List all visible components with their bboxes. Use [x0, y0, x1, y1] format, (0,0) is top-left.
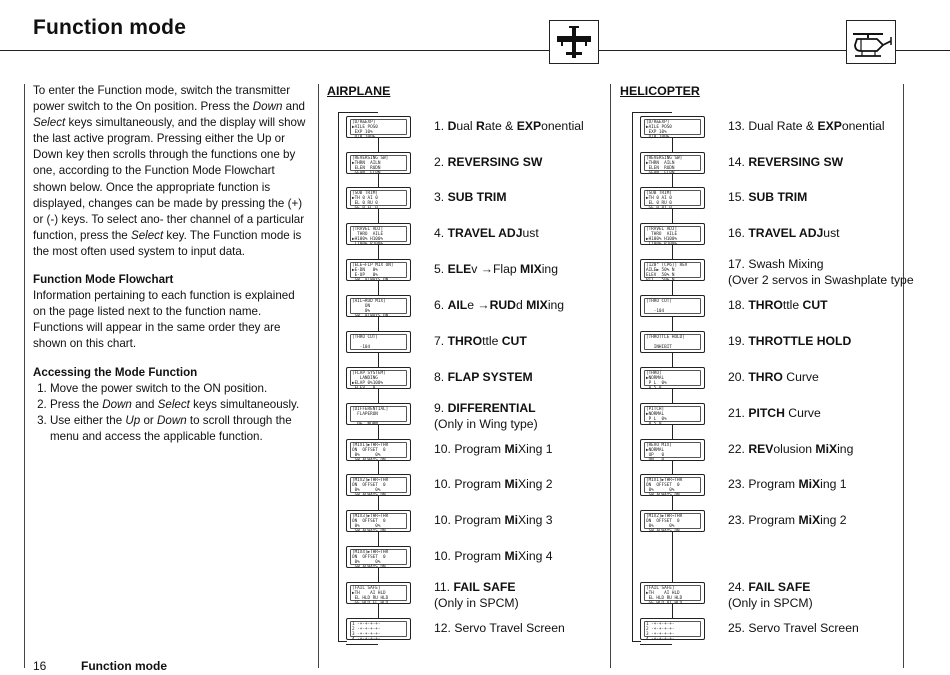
- function-name-part: FLAP SYSTEM: [447, 370, 533, 384]
- flow-loop-top: [346, 112, 378, 113]
- lcd-screen-text: [REVO MIX] ▶NORMAL UP 0 DN 0: [644, 442, 701, 458]
- lcd-screen-text: [FLAP SYSTEM] LANDING ▶ELAP 0%100% ELEV 0: [350, 370, 407, 386]
- function-name: [434, 477, 553, 493]
- function-name-part: X: [518, 442, 527, 456]
- lcd-screen-text: [FAIL SAFE] ▶TH AI HLD EL HLD RU HLD GE HLD PI HLD: [644, 585, 701, 601]
- function-number: 10.: [434, 477, 455, 491]
- function-name-part: SUB TRIM: [447, 190, 507, 204]
- lcd-screen-text: 1 -+-+-+-+- 2 -+-+-+-+- 3 -+-+-+-+- 4 -+-+-+-+-: [644, 621, 701, 637]
- function-name-part: CUT: [501, 334, 527, 348]
- text-run: or: [140, 413, 157, 427]
- function-name: [434, 190, 506, 206]
- key-name: Up: [125, 413, 141, 427]
- function-number: 13.: [728, 119, 749, 133]
- function-name: [728, 477, 847, 493]
- step-item: [50, 413, 309, 445]
- function-number: 4.: [434, 226, 448, 240]
- function-name-part: THROTTLE HOLD: [748, 334, 852, 348]
- function-name-part: v: [471, 262, 481, 276]
- function-item: [434, 442, 553, 458]
- text-run: keys simultaneously.: [189, 397, 300, 411]
- key-name: Down: [252, 100, 283, 114]
- function-name-part: EXP: [817, 119, 842, 133]
- flow-connector: [378, 461, 379, 474]
- flow-loop-line: [632, 112, 641, 642]
- function-number: 12.: [434, 621, 455, 635]
- function-name-part: MiX: [798, 513, 821, 527]
- function-name: [728, 334, 851, 350]
- page-title: Function mode: [33, 16, 187, 39]
- flow-connector: [378, 317, 379, 331]
- function-name: [728, 226, 840, 242]
- function-name-part: ate &: [484, 119, 517, 133]
- lcd-screen-thumbnail: [346, 546, 411, 568]
- lcd-screen-thumbnail: [640, 582, 705, 604]
- flow-connector: [672, 245, 673, 259]
- function-name-part: SUB TRIM: [748, 190, 808, 204]
- flow-connector: [672, 461, 673, 474]
- flow-connector: [378, 604, 379, 618]
- function-name: [728, 513, 847, 529]
- helicopter-mode-icon-box: [846, 20, 896, 64]
- accessing-heading: Accessing the Mode Function: [33, 365, 198, 379]
- function-number: 20.: [728, 370, 749, 384]
- text-run: keys simultaneously, and the display will show the last active program. Pressing either the Up or Down key then scrolls through the functions one by one, according to the Function Mode Flowchart shown below. Once the appropriate function is displayed, changes can be made by pressing the (+) or (-) keys. To select ano- ther channel of a particular function, press the: [33, 116, 306, 242]
- function-item: [728, 119, 885, 135]
- function-name: [728, 257, 914, 273]
- function-name-part: →: [477, 298, 490, 312]
- lcd-screen-text: [THRO CUT] -104: [644, 298, 701, 314]
- lcd-screen-thumbnail: [640, 295, 705, 317]
- lcd-screen-text: [D/R&EXP] ▶AILE POS0 EXP 10% D/R 100%: [644, 119, 701, 135]
- function-name-part: onential: [841, 119, 885, 133]
- function-note: (Over 2 servos in Swashplate type: [728, 272, 914, 287]
- function-name-part: X: [518, 513, 527, 527]
- text-run: and: [131, 397, 158, 411]
- function-name-part: ing 3: [526, 513, 553, 527]
- function-name-part: ing 1: [526, 442, 553, 456]
- function-name-part: X: [518, 477, 527, 491]
- function-name: [728, 298, 828, 314]
- intro-text: [33, 83, 309, 445]
- footer-title: Function mode: [81, 659, 167, 673]
- function-number: 11.: [434, 580, 454, 594]
- helicopter-icon: [847, 21, 895, 63]
- function-number: 2.: [434, 155, 448, 169]
- function-number: 5.: [434, 262, 448, 276]
- function-item: [434, 334, 527, 350]
- function-number: 24.: [728, 580, 749, 594]
- column-divider: [903, 84, 904, 668]
- function-name-part: MiX: [798, 477, 821, 491]
- function-number: 23.: [728, 477, 749, 491]
- flow-connector: [378, 353, 379, 367]
- function-name-part: Program: [454, 549, 505, 563]
- header-rule: [0, 50, 950, 51]
- function-name: [728, 190, 807, 206]
- function-name-part: D: [447, 119, 457, 133]
- column-divider: [610, 84, 611, 668]
- function-name-part: AIL: [447, 298, 468, 312]
- lcd-screen-text: [REVERSING SW] ▶THRN AILN ELEN RUDN GEAN FLPN: [350, 155, 407, 171]
- lcd-screen-text: [DIFFERENTIAL] FLAPERON 0% NORM: [350, 406, 407, 422]
- key-name: Select: [130, 228, 164, 242]
- lcd-screen-text: [MIX1]▶THR→THR ON OFFSET 0 0% 0% SW ALWAYS ON: [644, 477, 701, 493]
- flow-connector: [672, 425, 673, 439]
- function-name-part: Servo Travel Screen: [454, 621, 565, 635]
- function-name: [434, 119, 584, 135]
- function-name-part: ttle: [482, 334, 502, 348]
- lcd-screen-thumbnail: [346, 367, 411, 389]
- function-number: 10.: [434, 513, 455, 527]
- flow-connector: [672, 174, 673, 187]
- column-divider: [318, 84, 319, 668]
- flow-connector: [378, 568, 379, 582]
- lcd-screen-text: [TRAVEL ADJ] THRO AILE ▶H100% H100% L100% R100%: [644, 226, 701, 242]
- text-run: Press the: [50, 397, 103, 411]
- flow-connector: [378, 496, 379, 510]
- lcd-screen-text: [FAIL SAFE] ▶TH AI HLD EL HLD RU HLD GE HLD FL HLD: [350, 585, 407, 601]
- function-item: [728, 477, 847, 493]
- function-item: [434, 370, 533, 386]
- lcd-screen-text: [THRO] ▶NORMAL P L 0% 0 5.0: [644, 370, 701, 386]
- function-name-part: TRAVEL ADJ: [748, 226, 824, 240]
- flow-connector: [672, 532, 673, 582]
- function-name-part: PITCH: [748, 406, 785, 420]
- accessing-steps: [33, 381, 309, 445]
- helicopter-heading: HELICOPTER: [620, 84, 700, 98]
- function-name-part: REVERSING SW: [447, 155, 543, 169]
- function-number: 23.: [728, 513, 749, 527]
- flow-connector: [672, 317, 673, 331]
- function-item: [434, 401, 538, 432]
- lcd-screen-thumbnail: [640, 152, 705, 174]
- column-divider: [24, 84, 25, 668]
- function-name-part: ual: [456, 119, 477, 133]
- lcd-screen-text: 1 -+-+-+-+- 2 -+-+-+-+- 3 -+-+-+-+- 4 -+-+-+-+-: [350, 621, 407, 637]
- function-item: [434, 549, 553, 565]
- flow-connector: [378, 281, 379, 295]
- function-name-part: Mi: [504, 549, 519, 563]
- step-item: [50, 381, 309, 397]
- page-number: 16: [33, 659, 47, 673]
- flow-connector: [378, 138, 379, 152]
- function-name-part: Flap: [492, 262, 521, 276]
- function-item: [434, 298, 564, 314]
- function-name: [434, 370, 533, 386]
- function-item: [434, 513, 553, 529]
- function-name-part: DIFFERENTIAL: [447, 401, 536, 415]
- function-item: [728, 226, 840, 242]
- function-item: [728, 190, 807, 206]
- lcd-screen-thumbnail: [346, 116, 411, 138]
- function-note: (Only in Wing type): [434, 416, 538, 431]
- flow-connector: [378, 245, 379, 259]
- function-name: [434, 155, 542, 171]
- function-item: [728, 513, 847, 529]
- lcd-screen-thumbnail: [346, 510, 411, 532]
- function-name: [728, 580, 813, 596]
- function-name: [728, 370, 819, 386]
- function-item: [434, 477, 553, 493]
- function-number: 6.: [434, 298, 448, 312]
- lcd-screen-thumbnail: [346, 474, 411, 496]
- function-name-part: ing 1: [820, 477, 847, 491]
- function-name-part: ing: [547, 298, 565, 312]
- function-name: [728, 119, 885, 135]
- flow-loop-line: [338, 112, 347, 642]
- function-name-part: Curve: [782, 370, 819, 384]
- lcd-screen-thumbnail: [640, 187, 705, 209]
- flow-connector: [378, 425, 379, 439]
- function-name-part: ELE: [447, 262, 472, 276]
- lcd-screen-thumbnail: [346, 295, 411, 317]
- flow-connector: [378, 532, 379, 546]
- lcd-screen-text: [THROTTLE HOLD] INHIBIT: [644, 334, 701, 350]
- function-item: [728, 298, 828, 314]
- lcd-screen-text: [AIL→RUD MIX] ON 0% SW ALWAYS ON: [350, 298, 407, 314]
- function-item: [728, 406, 821, 422]
- key-name: Down: [102, 397, 132, 411]
- function-name: [434, 621, 565, 637]
- function-name-part: d: [515, 298, 527, 312]
- step-item: [50, 397, 309, 413]
- function-item: [728, 621, 859, 637]
- airplane-icon: [550, 21, 598, 63]
- lcd-screen-thumbnail: [640, 116, 705, 138]
- flow-connector: [672, 209, 673, 223]
- function-note: (Only in SPCM): [728, 595, 813, 610]
- flow-loop-top: [640, 112, 672, 113]
- function-name-part: ust: [823, 226, 840, 240]
- function-name-part: X: [518, 549, 527, 563]
- function-name: [728, 621, 859, 637]
- function-name-part: onential: [541, 119, 584, 133]
- lcd-screen-thumbnail: [640, 403, 705, 425]
- function-name-part: ing: [837, 442, 854, 456]
- function-name-part: TRAVEL ADJ: [447, 226, 523, 240]
- lcd-screen-text: [TRAVEL ADJ] THRO AILE ▶H100% H100% L100% R100%: [350, 226, 407, 242]
- function-name-part: e: [467, 298, 478, 312]
- text-run: and: [282, 100, 305, 114]
- function-name-part: Curve: [784, 406, 821, 420]
- function-number: 7.: [434, 334, 448, 348]
- lcd-screen-text: [MIX2]▶THR→THR ON OFFSET 0 0% 0% SW ALWAYS ON: [644, 513, 701, 529]
- function-name-part: Program: [454, 477, 505, 491]
- flowchart-description: Information pertaining to each function is explained on the page listed next to the function name. Functions will appear in the same order they are shown on this chart.: [33, 289, 295, 351]
- function-name: [434, 580, 519, 596]
- function-number: 9.: [434, 401, 448, 415]
- function-name-part: THRO: [447, 334, 483, 348]
- flow-connector: [672, 496, 673, 510]
- function-name-part: MiX: [815, 442, 838, 456]
- function-item: [434, 621, 565, 637]
- key-name: Select: [33, 116, 66, 130]
- function-name-part: THRO: [748, 370, 783, 384]
- flow-connector: [378, 389, 379, 403]
- function-item: [728, 155, 843, 171]
- function-name: [434, 442, 553, 458]
- function-number: 19.: [728, 334, 749, 348]
- lcd-screen-thumbnail: [640, 367, 705, 389]
- function-name-part: Program: [748, 477, 799, 491]
- lcd-screen-text: [SUB TRIM] ▶TH 0 AI 0 EL 0 RU 0 GE 0 FL 0: [350, 190, 407, 206]
- function-name-part: ing 4: [526, 549, 553, 563]
- lcd-screen-text: [MIX4]▶THR→THR ON OFFSET 0 0% 0% SW ALWAYS ON: [350, 549, 407, 565]
- lcd-screen-text: [REVERSING SW] ▶THRN AILN ELEN RUDN GEAN FLPN: [644, 155, 701, 171]
- lcd-screen-thumbnail: [640, 474, 705, 496]
- lcd-screen-text: [ELE→FLP MIX ON] ▶E-DN 0% E-UP 0% SW ALWAYS ON: [350, 262, 407, 278]
- function-number: 3.: [434, 190, 448, 204]
- lcd-screen-thumbnail: [346, 439, 411, 461]
- lcd-screen-thumbnail: [640, 259, 705, 281]
- function-number: 25.: [728, 621, 749, 635]
- function-name-part: ing 2: [820, 513, 847, 527]
- lcd-screen-thumbnail: [346, 187, 411, 209]
- function-item: [728, 334, 851, 350]
- lcd-screen-thumbnail: [346, 403, 411, 425]
- function-number: 21.: [728, 406, 749, 420]
- flow-connector: [672, 281, 673, 295]
- flowchart-heading: Function Mode Flowchart: [33, 273, 174, 287]
- function-item: [434, 262, 558, 278]
- function-number: 10.: [434, 549, 455, 563]
- intro-paragraph: [33, 83, 309, 260]
- lcd-screen-text: [THRO CUT] -104: [350, 334, 407, 350]
- function-name-part: REV: [748, 442, 774, 456]
- function-name-part: MIX: [526, 298, 548, 312]
- lcd-screen-text: [PITCH] ▶NORMAL P L 0% 0 5.0: [644, 406, 701, 422]
- text-run: Use either the: [50, 413, 126, 427]
- function-name-part: ing: [541, 262, 558, 276]
- function-name: [728, 442, 853, 458]
- function-item: [434, 190, 506, 206]
- function-number: 17.: [728, 257, 749, 271]
- function-name-part: olusion: [773, 442, 816, 456]
- lcd-screen-text: [MIX2]▶THR→THR ON OFFSET 0 0% 0% SW ALWAYS ON: [350, 477, 407, 493]
- function-name-part: Program: [454, 442, 505, 456]
- lcd-screen-thumbnail: [640, 331, 705, 353]
- function-name-part: Mi: [504, 442, 519, 456]
- function-name-part: ing 2: [526, 477, 553, 491]
- function-name: [434, 226, 539, 242]
- lcd-screen-text: [D/R&EXP] ▶AILE POS0 EXP 10% D/R 100%: [350, 119, 407, 135]
- lcd-screen-thumbnail: [346, 331, 411, 353]
- function-name-part: Servo Travel Screen: [748, 621, 859, 635]
- function-name-part: →: [480, 262, 493, 276]
- function-number: 10.: [434, 442, 455, 456]
- text-run: to scroll through the menu and access the applicable function.: [50, 413, 292, 443]
- lcd-screen-text: [SUB TRIM] ▶TH 0 AI 0 EL 0 RU 0 GE 0 PI 0: [644, 190, 701, 206]
- flow-connector: [672, 138, 673, 152]
- lcd-screen-text: [120° (CP6)] REV AILE▶ 50% N ELEV 50% N PIT 50% N: [644, 262, 701, 278]
- flow-connector: [672, 604, 673, 618]
- flow-connector: [378, 174, 379, 187]
- function-number: 1.: [434, 119, 448, 133]
- function-name-part: Swash Mixing: [748, 257, 824, 271]
- function-number: 8.: [434, 370, 448, 384]
- function-note: (Only in SPCM): [434, 595, 519, 610]
- function-item: [434, 226, 539, 242]
- flow-loop-bottom: [640, 644, 672, 645]
- function-number: 22.: [728, 442, 749, 456]
- text-run: key. The Function mode is the most often used system to input data.: [33, 228, 302, 258]
- function-name-part: REVERSING SW: [748, 155, 844, 169]
- function-number: 16.: [728, 226, 749, 240]
- function-name-part: ttle: [782, 298, 803, 312]
- function-name-part: Mi: [504, 513, 519, 527]
- function-name-part: R: [476, 119, 485, 133]
- lcd-screen-thumbnail: [346, 152, 411, 174]
- function-name-part: Program: [454, 513, 505, 527]
- text-run: Move the power switch to the ON position.: [50, 381, 268, 395]
- key-name: Select: [157, 397, 190, 411]
- function-number: 15.: [728, 190, 749, 204]
- function-item: [728, 370, 819, 386]
- lcd-screen-thumbnail: [640, 439, 705, 461]
- function-name-part: Mi: [504, 477, 519, 491]
- flow-loop-bottom: [346, 644, 378, 645]
- function-name-part: EXP: [516, 119, 542, 133]
- function-number: 18.: [728, 298, 749, 312]
- function-name: [434, 334, 527, 350]
- function-item: [434, 580, 519, 611]
- function-name-part: FAIL SAFE: [748, 580, 811, 594]
- lcd-screen-thumbnail: [346, 223, 411, 245]
- airplane-heading: AIRPLANE: [327, 84, 391, 98]
- function-name: [434, 262, 558, 278]
- key-name: Down: [157, 413, 187, 427]
- function-name-part: RUD: [489, 298, 516, 312]
- function-item: [434, 155, 542, 171]
- function-name-part: FAIL SAFE: [453, 580, 516, 594]
- function-item: [728, 442, 853, 458]
- lcd-screen-thumbnail: [346, 582, 411, 604]
- lcd-screen-thumbnail: [640, 510, 705, 532]
- function-name-part: Program: [748, 513, 799, 527]
- flow-connector: [672, 389, 673, 403]
- lcd-screen-thumbnail: [346, 618, 411, 640]
- function-name-part: THRO: [748, 298, 783, 312]
- flow-connector: [672, 353, 673, 367]
- lcd-screen-thumbnail: [640, 223, 705, 245]
- function-item: [434, 119, 584, 135]
- function-name: [434, 401, 538, 417]
- function-item: [728, 257, 914, 288]
- function-name: [728, 406, 821, 422]
- function-name-part: CUT: [802, 298, 828, 312]
- function-name-part: MIX: [520, 262, 542, 276]
- function-name-part: Dual Rate &: [748, 119, 818, 133]
- function-name: [728, 155, 843, 171]
- function-number: 14.: [728, 155, 749, 169]
- flow-connector: [378, 209, 379, 223]
- function-name: [434, 549, 553, 565]
- lcd-screen-text: [MIX3]▶THR→THR ON OFFSET 0 0% 0% SW ALWAYS ON: [350, 513, 407, 529]
- text-run: To enter the Function mode, switch the transmitter power switch to the On position. Press the: [33, 84, 291, 114]
- lcd-screen-text: [MIX1]▶THR→THR ON OFFSET 0 0% 0% SW ALWAYS ON: [350, 442, 407, 458]
- function-name: [434, 298, 564, 314]
- airplane-mode-icon-box: [549, 20, 599, 64]
- function-name: [434, 513, 553, 529]
- lcd-screen-thumbnail: [640, 618, 705, 640]
- function-name-part: ust: [522, 226, 539, 240]
- function-item: [728, 580, 813, 611]
- lcd-screen-thumbnail: [346, 259, 411, 281]
